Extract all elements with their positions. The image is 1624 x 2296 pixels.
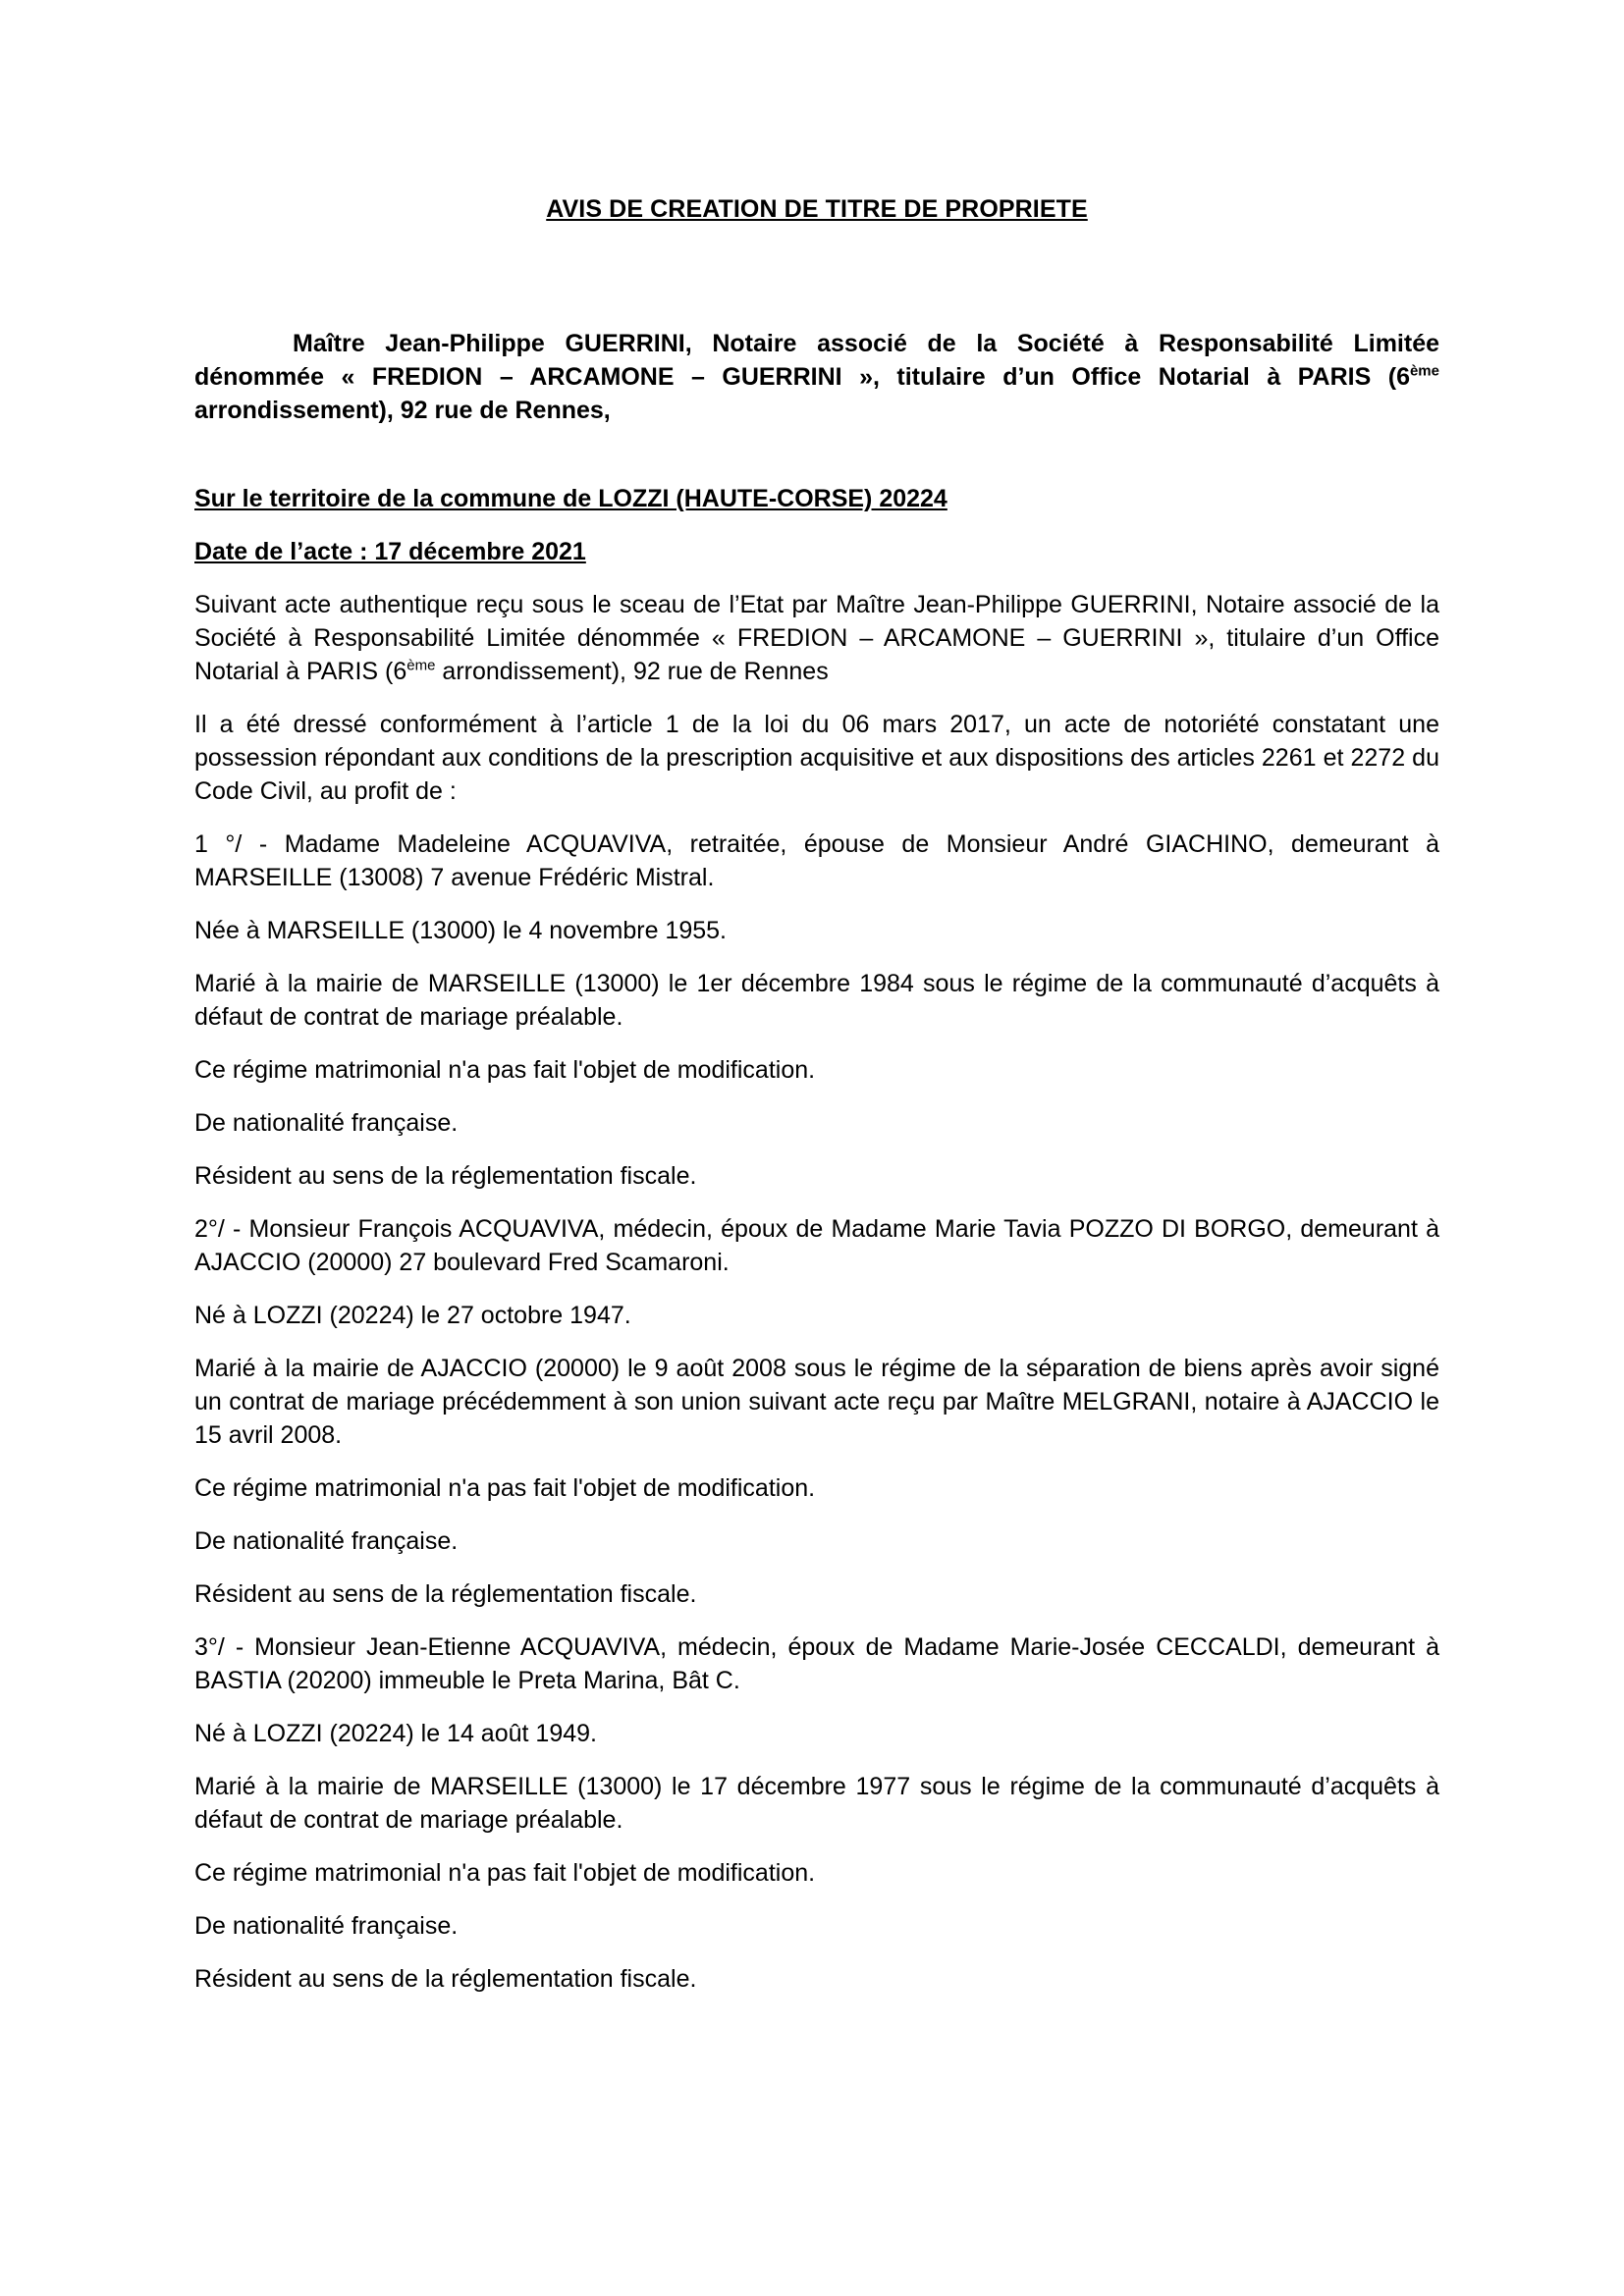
beneficiary-regime: Ce régime matrimonial n'a pas fait l'objet de modification.: [194, 1474, 816, 1502]
document-page: [194, 192, 1439, 1996]
beneficiary-nationality: De nationalité française.: [194, 1527, 459, 1555]
beneficiary-regime: Ce régime matrimonial n'a pas fait l'objet de modification.: [194, 1859, 816, 1887]
beneficiary-marriage: Marié à la mairie de MARSEILLE (13000) le 17 décembre 1977 sous le régime de la communauté d’acquêts à défaut de contrat de mariage préalable.: [194, 1773, 1439, 1834]
beneficiary-identity: 3°/ - Monsieur Jean-Etienne ACQUAVIVA, médecin, époux de Madame Marie-Josée CECCALDI, demeurant à BASTIA (20200) immeuble le Preta Marina, Bât C.: [194, 1633, 1439, 1694]
beneficiary-nationality: De nationalité française.: [194, 1109, 459, 1137]
beneficiary-nationality: De nationalité française.: [194, 1912, 459, 1940]
notary-intro-superscript: ème: [1409, 362, 1439, 380]
territory-heading: Sur le territoire de la commune de LOZZI (HAUTE-CORSE) 20224: [194, 485, 947, 512]
act-paragraph-text-end: arrondissement), 92 rue de Rennes: [435, 658, 829, 685]
beneficiary-residence: Résident au sens de la réglementation fiscale.: [194, 1580, 697, 1608]
beneficiary-residence: Résident au sens de la réglementation fiscale.: [194, 1965, 697, 1993]
beneficiary-marriage: Marié à la mairie de MARSEILLE (13000) le 1er décembre 1984 sous le régime de la communauté d’acquêts à défaut de contrat de mariage préalable.: [194, 970, 1439, 1031]
beneficiary-regime: Ce régime matrimonial n'a pas fait l'objet de modification.: [194, 1056, 816, 1084]
beneficiary-birth: Née à MARSEILLE (13000) le 4 novembre 1955.: [194, 917, 727, 944]
act-paragraph-text: Suivant acte authentique reçu sous le sceau de l’Etat par Maître Jean-Philippe GUERRINI, Notaire associé de la Société à Responsabilité Limitée dénommée « FREDION – ARCAMONE – GUERRINI », titulaire d’un Office Notarial à PARIS (6: [194, 591, 1439, 685]
beneficiary-birth: Né à LOZZI (20224) le 14 août 1949.: [194, 1720, 597, 1747]
beneficiary-identity: 1 °/ - Madame Madeleine ACQUAVIVA, retraitée, épouse de Monsieur André GIACHINO, demeurant à MARSEILLE (13008) 7 avenue Frédéric Mistral.: [194, 830, 1439, 891]
notoriety-paragraph: Il a été dressé conformément à l’article 1 de la loi du 06 mars 2017, un acte de notoriété constatant une possession répondant aux conditions de la prescription acquisitive et aux dispositions des articles 2261 et 2272 du Code Civil, au profit de :: [194, 711, 1439, 805]
act-paragraph: [194, 588, 1439, 688]
act-date-heading: Date de l’acte : 17 décembre 2021: [194, 538, 586, 565]
notary-intro: [194, 327, 1439, 427]
notary-intro-text: Maître Jean-Philippe GUERRINI, Notaire associé de la Société à Responsabilité Limitée dénommée « FREDION – ARCAMONE – GUERRINI », titulaire d’un Office Notarial à PARIS (6: [194, 330, 1439, 391]
beneficiary-residence: Résident au sens de la réglementation fiscale.: [194, 1162, 697, 1190]
notary-intro-text-end: arrondissement), 92 rue de Rennes,: [194, 397, 611, 424]
beneficiary-birth: Né à LOZZI (20224) le 27 octobre 1947.: [194, 1302, 631, 1329]
document-title: AVIS DE CREATION DE TITRE DE PROPRIETE: [546, 195, 1088, 223]
beneficiary-identity: 2°/ - Monsieur François ACQUAVIVA, médecin, époux de Madame Marie Tavia POZZO DI BORGO, demeurant à AJACCIO (20000) 27 boulevard Fred Scamaroni.: [194, 1215, 1439, 1276]
act-paragraph-superscript: ème: [406, 657, 436, 674]
beneficiary-marriage: Marié à la mairie de AJACCIO (20000) le 9 août 2008 sous le régime de la séparation de biens après avoir signé un contrat de mariage précédemment à son union suivant acte reçu par Maître MELGRANI, notaire à AJACCIO le 15 avril 2008.: [194, 1355, 1439, 1449]
